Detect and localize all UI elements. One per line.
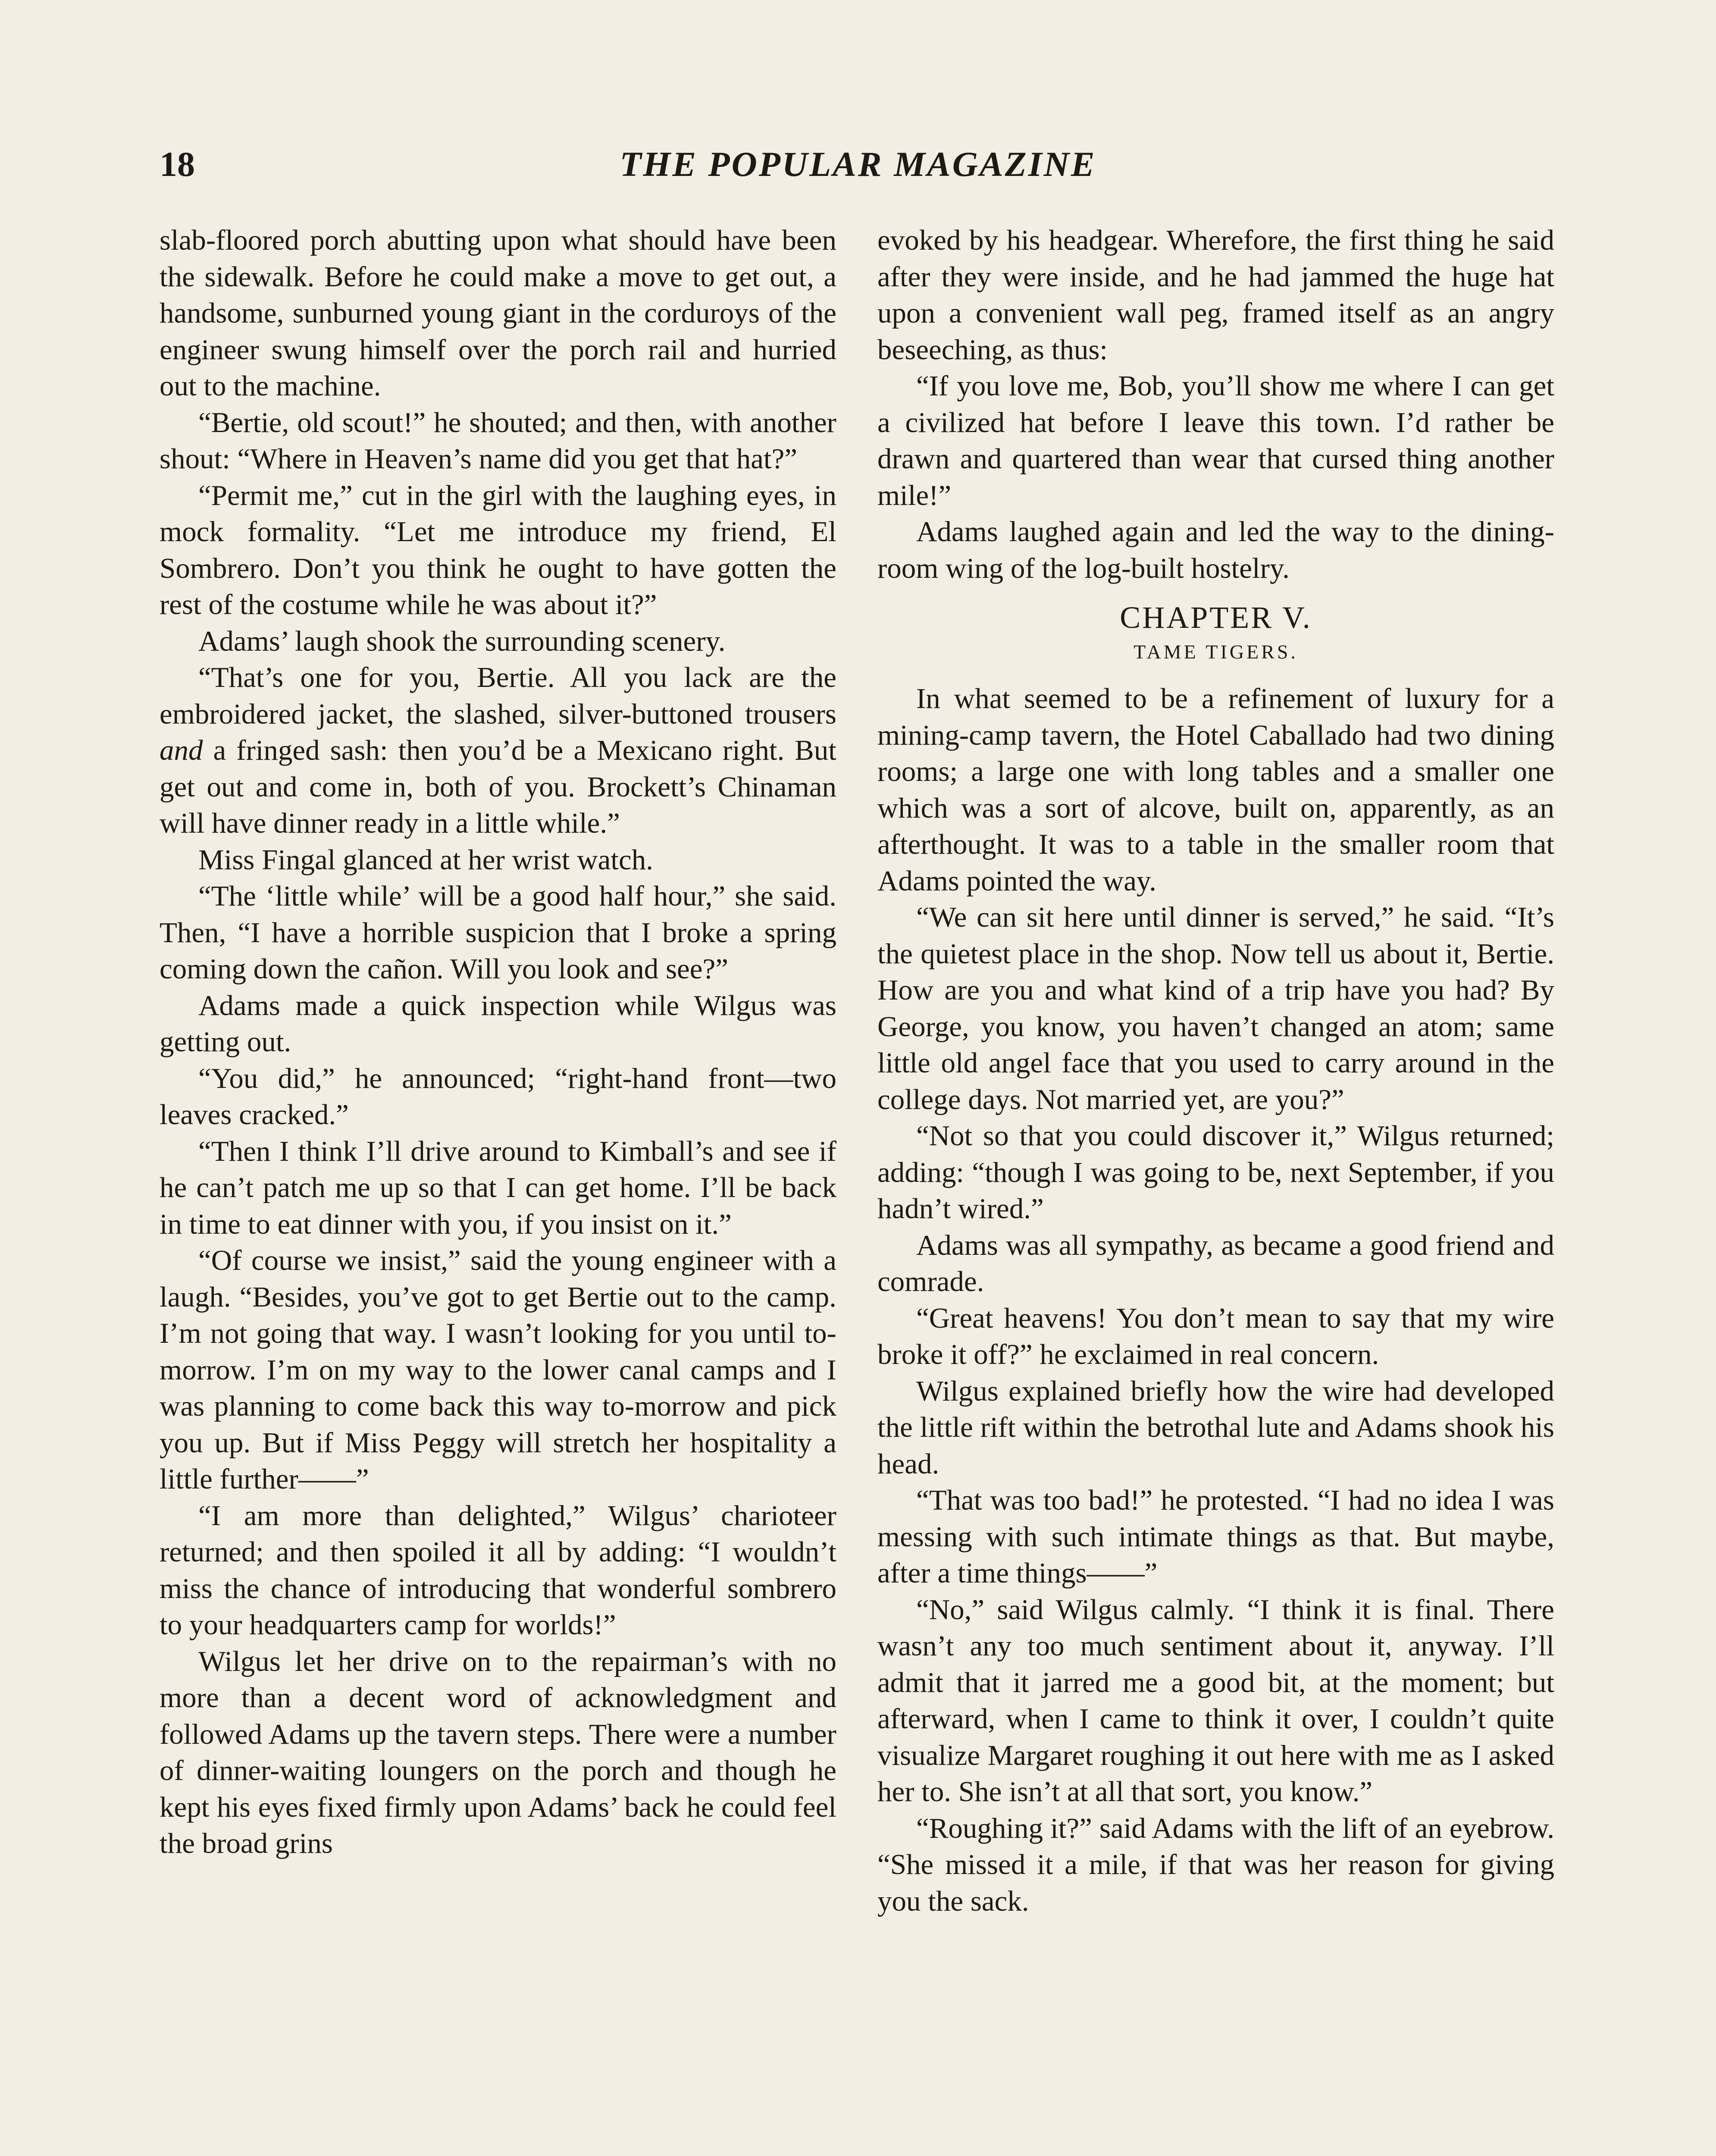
paragraph: “Not so that you could discover it,” Wilgus returned; adding: “though I was going to be, next September, if you hadn’t wired.” xyxy=(877,1120,1554,1225)
text-run: “That’s one for you, Bertie. All you lack are the embroidered jacket, the slashed, silver-buttoned trousers xyxy=(160,661,836,730)
chapter-heading: CHAPTER V. xyxy=(1120,600,1312,635)
paragraph: “The ‘little while’ will be a good half hour,” she said. Then, “I have a horrible suspicion that I broke a spring coming down the cañon. Will you look and see?” xyxy=(160,880,836,985)
text-run: a fringed sash: then you’d be a Mexicano right. But get out and come in, both of you. Brockett’s Chinaman will have dinner ready in a little while.” xyxy=(160,734,836,839)
paragraph-with-emphasis xyxy=(160,659,836,842)
paragraph: Adams’ laugh shook the surrounding scenery. xyxy=(198,625,726,657)
chapter-subtitle: TAME TIGERS. xyxy=(1134,641,1298,663)
paragraph: “No,” said Wilgus calmly. “I think it is final. There wasn’t any too much sentiment about it, anyway. I’ll admit that it jarred me a good bit, at the moment; but afterward, when I came to think it over, I couldn’t quite visualize Margaret roughing it out here with me as I asked her to. She isn’t at all that sort, you know.” xyxy=(877,1593,1554,1808)
paragraph: “Great heavens! You don’t mean to say that my wire broke it off?” he exclaimed in real concern. xyxy=(877,1302,1554,1370)
paragraph: “Then I think I’ll drive around to Kimball’s and see if he can’t patch me up so that I can get home. I’ll be back in time to eat dinner with you, if you insist on it.” xyxy=(160,1135,836,1240)
paragraph: “We can sit here until dinner is served,” he said. “It’s the quietest place in the shop. Now tell us about it, Bertie. How are you and what kind of a trip have you had? By George, you know, you haven’t changed an atom; same little old angel face that you used to carry around in the college days. Not married yet, are you?” xyxy=(877,901,1554,1116)
paragraph: slab-floored porch abutting upon what should have been the sidewalk. Before he could make a move to get out, a handsome, sunburned young giant in the corduroys of the engineer swung himself over the porch rail and hurried out to the machine. xyxy=(160,224,836,402)
paragraph: “If you love me, Bob, you’ll show me where I can get a civilized hat before I leave this town. I’d rather be drawn and quartered than wear that cursed thing another mile!” xyxy=(877,370,1554,511)
paragraph: Wilgus explained briefly how the wire had developed the little rift within the betrothal lute and Adams shook his head. xyxy=(877,1375,1554,1480)
page-number: 18 xyxy=(160,144,195,184)
paragraph: evoked by his headgear. Wherefore, the first thing he said after they were inside, and he had jammed the huge hat upon a convenient wall peg, framed itself as an angry beseeching, as thus: xyxy=(877,224,1554,366)
paragraph: Miss Fingal glanced at her wrist watch. xyxy=(198,843,654,876)
left-column xyxy=(160,222,836,1862)
paragraph: “I am more than delighted,” Wilgus’ charioteer returned; and then spoiled it all by adding: “I wouldn’t miss the chance of introducing that wonderful sombrero to your headquarters camp for worlds!” xyxy=(160,1499,836,1641)
paragraph: “Bertie, old scout!” he shouted; and then, with another shout: “Where in Heaven’s name did you get that hat?” xyxy=(160,406,836,475)
paragraph: In what seemed to be a refinement of luxury for a mining-camp tavern, the Hotel Caballado had two dining rooms; a large one with long tables and a smaller one which was a sort of alcove, built on, apparently, as an afterthought. It was to a table in the smaller room that Adams pointed the way. xyxy=(877,683,1554,897)
paragraph: Adams made a quick inspection while Wilgus was getting out. xyxy=(160,989,836,1058)
paragraph: “That was too bad!” he protested. “I had no idea I was messing with such intimate things as that. But maybe, after a time things——” xyxy=(877,1484,1554,1589)
paragraph: “You did,” he announced; “right-hand front—two leaves cracked.” xyxy=(160,1062,836,1131)
paragraph: “Roughing it?” said Adams with the lift of an eyebrow. “She missed it a mile, if that was her reason for giving you the sack. xyxy=(877,1812,1554,1917)
emphasis-text: and xyxy=(160,734,203,766)
running-title: THE POPULAR MAGAZINE xyxy=(620,144,1096,184)
paragraph: Wilgus let her drive on to the repairman’s with no more than a decent word of acknowledgment and followed Adams up the tavern steps. There were a number of dinner-waiting loungers on the porch and though he kept his eyes fixed firmly upon Adams’ back he could feel the broad grins xyxy=(160,1645,836,1859)
paragraph: “Of course we insist,” said the young engineer with a laugh. “Besides, you’ve got to get Bertie out to the camp. I’m not going that way. I wasn’t looking for you until to-morrow. I’m on my way to the lower canal camps and I was planning to come back this way to-morrow and pick you up. But if Miss Peggy will stretch her hospitality a little further——” xyxy=(160,1244,836,1495)
paragraph: “Permit me,” cut in the girl with the laughing eyes, in mock formality. “Let me introduce my friend, El Sombrero. Don’t you think he ought to have gotten the rest of the costume while he was about it?” xyxy=(160,479,836,620)
right-column xyxy=(877,222,1554,1919)
paragraph: Adams laughed again and led the way to the dining-room wing of the log-built hostelry. xyxy=(877,516,1554,584)
paragraph: Adams was all sympathy, as became a good friend and comrade. xyxy=(877,1229,1554,1297)
